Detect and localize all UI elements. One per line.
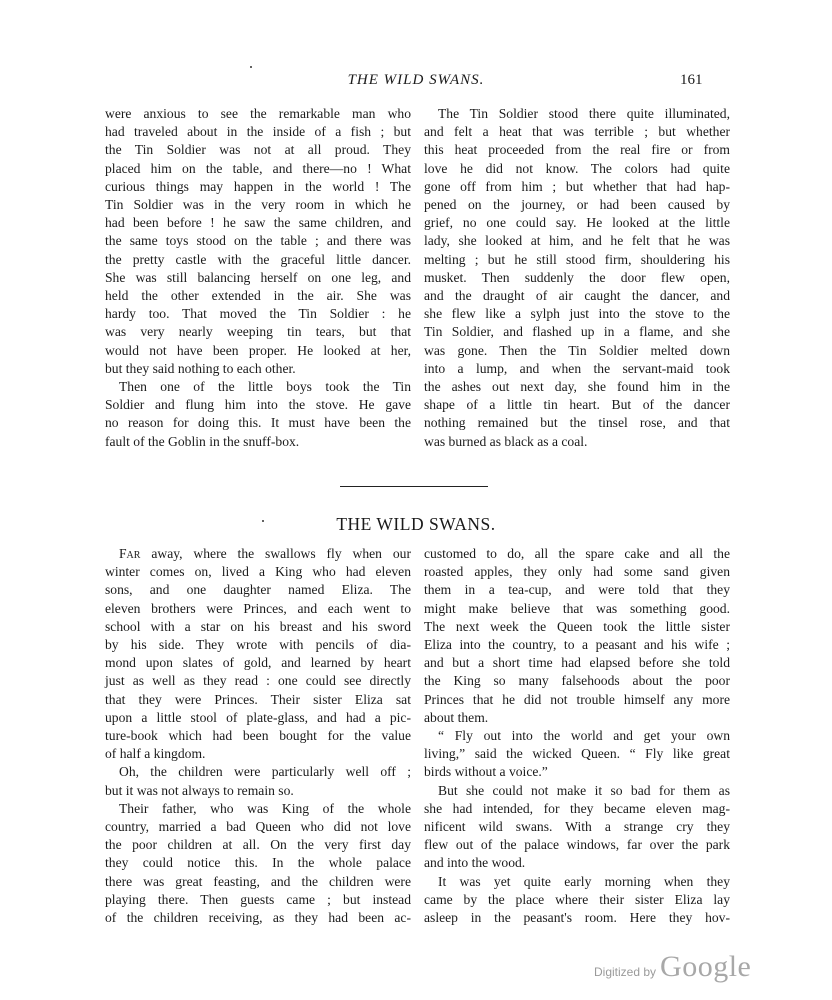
text-line: might make believe that was something good. bbox=[424, 600, 730, 616]
text-line: sons, and one daughter named Eliza. The bbox=[105, 582, 411, 598]
line-text: away, where the swallows fly when our bbox=[140, 546, 411, 561]
story-right-column bbox=[424, 545, 730, 927]
text-line: by his side. They wrote with pencils of dia- bbox=[105, 637, 411, 653]
text-line: love he did not know. The colors had quite bbox=[424, 160, 730, 176]
text-line: shape of a little tin heart. But of the dancer bbox=[424, 397, 730, 413]
text-line: roasted apples, they only had some sand given bbox=[424, 564, 730, 580]
text-line: ture-book which had been bought for the value bbox=[105, 728, 411, 744]
section-divider bbox=[340, 486, 488, 487]
text-line: flew out of the palace windows, far over the park bbox=[424, 837, 730, 853]
google-logo: Google bbox=[660, 950, 752, 983]
text-line: they could notice this. In the whole palace bbox=[105, 855, 411, 871]
top-right-column bbox=[424, 105, 730, 451]
text-line: grief, no one could say. He looked at the little bbox=[424, 215, 730, 231]
text-line: came by the place where their sister Eliza lay bbox=[424, 891, 730, 907]
story-title: THE WILD SWANS. bbox=[336, 514, 496, 534]
text-line: birds without a voice.” bbox=[424, 764, 548, 780]
text-line: just as well as they read : one could see directly bbox=[105, 673, 411, 689]
text-line: she had intended, for they became eleven mag- bbox=[424, 800, 730, 816]
text-line: of half a kingdom. bbox=[105, 746, 206, 762]
story-left-column bbox=[105, 545, 411, 927]
print-speck bbox=[250, 66, 252, 68]
text-line: upon a little stool of plate-glass, and had a pic- bbox=[105, 709, 411, 725]
text-line: musket. Then suddenly the door flew open, bbox=[424, 269, 730, 285]
text-line: this heat proceeded from the real fire or from bbox=[424, 142, 730, 158]
text-line: was burned as black as a coal. bbox=[424, 433, 588, 449]
text-line: and but a short time had elapsed before she told bbox=[424, 655, 730, 671]
text-line: but they said nothing to each other. bbox=[105, 360, 296, 376]
text-line: Their father, who was King of the whole bbox=[119, 800, 411, 816]
text-line: Eliza into the country, to a peasant and his wife ; bbox=[424, 637, 730, 653]
opening-word: Far bbox=[119, 546, 141, 561]
text-line: about them. bbox=[424, 709, 489, 725]
text-line: of the children receiving, as they had been ac- bbox=[105, 910, 411, 926]
text-line: was very nearly weeping tin tears, but that bbox=[105, 324, 411, 340]
text-line: mond upon slates of gold, and learned by heart bbox=[105, 655, 411, 671]
running-title: THE WILD SWANS. bbox=[347, 72, 485, 88]
text-line: nificent wild swans. With a strange cry they bbox=[424, 819, 730, 835]
text-line: fault of the Goblin in the snuff-box. bbox=[105, 433, 300, 449]
text-line: But she could not make it so bad for them as bbox=[438, 782, 730, 798]
text-line: the poor children at all. On the very first day bbox=[105, 837, 411, 853]
text-line: would not have been proper. He looked at her, bbox=[105, 342, 411, 358]
text-line: curious things may happen in the world ! The bbox=[105, 178, 411, 194]
text-line: hardy too. That moved the Tin Soldier : he bbox=[105, 306, 411, 322]
text-line: “ Fly out into the world and get your own bbox=[438, 728, 730, 744]
text-line: It was yet quite early morning when they bbox=[438, 873, 730, 889]
text-line: and into the wood. bbox=[424, 855, 526, 871]
page-number: 161 bbox=[680, 72, 703, 88]
text-line: Tin Soldier was in the very room in which he bbox=[105, 197, 411, 213]
text-line: but it was not always to remain so. bbox=[105, 782, 294, 798]
text-line: there was great feasting, and the children were bbox=[105, 873, 411, 889]
text-line: Tin Soldier, and flashed up in a flame, and she bbox=[424, 324, 730, 340]
text-line: no reason for doing this. It must have been the bbox=[105, 415, 411, 431]
text-line: she flew like a sylph just into the stove to the bbox=[424, 306, 730, 322]
text-line: into a lump, and when the servant-maid took bbox=[424, 360, 730, 376]
text-line: the Tin Soldier was not at all proud. They bbox=[105, 142, 411, 158]
text-line: asleep in the peasant's room. Here they hov- bbox=[424, 910, 730, 926]
text-line: had been before ! he saw the same children, and bbox=[105, 215, 411, 231]
text-line: the pretty castle with the graceful little dancer. bbox=[105, 251, 411, 267]
text-line: placed him on the table, and there—no ! What bbox=[105, 160, 411, 176]
text-line: the King so many falsehoods about the poor bbox=[424, 673, 730, 689]
text-line: The next week the Queen took the little sister bbox=[424, 618, 730, 634]
text-line: melting ; but he still stood firm, shouldering his bbox=[424, 251, 730, 267]
text-line: eleven brothers were Princes, and each went to bbox=[105, 600, 411, 616]
text-line: nothing remained but the tinsel rose, and that bbox=[424, 415, 730, 431]
digitized-watermark bbox=[594, 950, 751, 984]
text-line: She was still balancing herself on one leg, and bbox=[105, 269, 411, 285]
text-line: country, married a bad Queen who did not love bbox=[105, 819, 411, 835]
text-line: The Tin Soldier stood there quite illuminated, bbox=[438, 106, 730, 121]
text-line: lady, she looked at him, and he felt that he was bbox=[424, 233, 730, 249]
text-line: Princes that he did not trouble himself any more bbox=[424, 691, 730, 707]
text-line: Soldier and flung him into the stove. He gave bbox=[105, 397, 411, 413]
text-line: the same toys stood on the table ; and there was bbox=[105, 233, 411, 249]
text-line: Oh, the children were particularly well off ; bbox=[119, 764, 411, 780]
top-left-column bbox=[105, 105, 411, 451]
text-line: the ashes out next day, she found him in the bbox=[424, 379, 730, 395]
text-line: school with a star on his breast and his sword bbox=[105, 618, 411, 634]
text-line: playing there. Then guests came ; but instead bbox=[105, 891, 411, 907]
text-line bbox=[105, 545, 411, 563]
text-line: them in a tea-cup, and were told that they bbox=[424, 582, 730, 598]
text-line: was gone. Then the Tin Soldier melted down bbox=[424, 342, 730, 358]
text-line: pened on the journey, or had been caused by bbox=[424, 197, 730, 213]
watermark-prefix: Digitized by bbox=[594, 965, 657, 979]
text-line: had traveled about in the inside of a fish ; but bbox=[105, 124, 411, 140]
text-line: gone off from him ; but whether that had hap- bbox=[424, 178, 730, 194]
text-line: customed to do, all the spare cake and all the bbox=[424, 546, 730, 561]
print-speck bbox=[262, 520, 264, 522]
text-line: winter comes on, lived a King who had eleven bbox=[105, 564, 411, 580]
text-line: Then one of the little boys took the Tin bbox=[119, 379, 411, 395]
text-line: were anxious to see the remarkable man who bbox=[105, 106, 411, 121]
text-line: held the other extended in the air. She was bbox=[105, 288, 411, 304]
text-line: that they were Princes. Their sister Eliza sat bbox=[105, 691, 411, 707]
text-line: and felt a heat that was terrible ; but whether bbox=[424, 124, 730, 140]
text-line: and the draught of air caught the dancer, and bbox=[424, 288, 730, 304]
text-line: living,” said the wicked Queen. “ Fly like great bbox=[424, 746, 730, 762]
